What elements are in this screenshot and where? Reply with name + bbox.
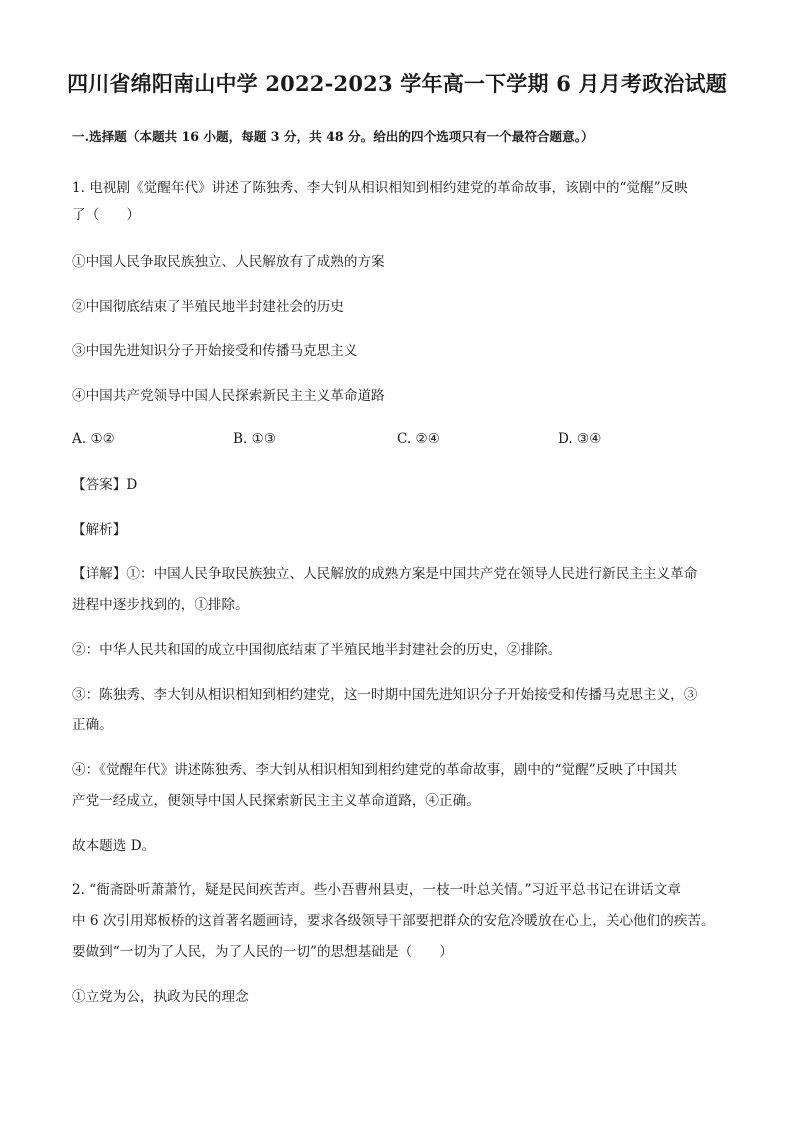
q2-stem-line-1: 2. “衙斋卧听萧萧竹，疑是民间疾苦声。些小吾曹州县吏，一枝一叶总关情。”习近平总书记在讲话文章 (72, 882, 681, 898)
q1-detail-line-6: ④：《觉醒年代》讲述陈独秀、李大钊从相识相知到相约建党的革命故事，剧中的“觉醒”反映了中国共 (72, 762, 678, 778)
q1-option-b: B. ①③ (233, 431, 277, 447)
q1-option-c: C. ②④ (397, 431, 440, 447)
q1-detail-line-3: ②：中华人民共和国的成立中国彻底结束了半殖民地半封建社会的历史，②排除。 (72, 642, 562, 658)
page-title: 四川省绵阳南山中学 2022-2023 学年高一下学期 6 月月考政治试题 (67, 71, 727, 96)
q2-stem-line-3: 要做到“一切为了人民，为了人民的一切”的思想基础是（ ） (72, 944, 453, 960)
q2-item-1: ①立党为公，执政为民的理念 (72, 989, 249, 1005)
q1-item-2: ②中国彻底结束了半殖民地半封建社会的历史 (72, 299, 344, 315)
q1-analysis-label: 【解析】 (72, 522, 127, 538)
q1-options (72, 431, 722, 449)
q1-detail-line-4: ③：陈独秀、李大钊从相识相知到相约建党，这一时期中国先进知识分子开始接受和传播马克思主义，③ (72, 687, 698, 703)
q1-item-3: ③中国先进知识分子开始接受和传播马克思主义 (72, 343, 358, 359)
q1-item-4: ④中国共产党领导中国人民探索新民主主义革命道路 (72, 388, 385, 404)
q1-option-d: D. ③④ (558, 431, 602, 447)
q2-stem-line-2: 中 6 次引用郑板桥的这首著名题画诗，要求各级领导干部要把群众的安危冷暖放在心上，关心他们的疾苦。 (72, 913, 715, 929)
q1-stem-line-1: 1. 电视剧《觉醒年代》讲述了陈独秀、李大钊从相识相知到相约建党的革命故事，该剧中的“觉醒”反映 (72, 180, 688, 196)
q1-item-1: ①中国人民争取民族独立、人民解放有了成熟的方案 (72, 254, 385, 270)
q1-detail-line-2: 进程中逐步找到的，①排除。 (72, 597, 249, 613)
q1-answer: 【答案】D (72, 477, 138, 493)
q1-stem-line-2: 了（ ） (72, 207, 140, 223)
section-heading: 一.选择题（本题共 16 小题，每题 3 分，共 48 分。给出的四个选项只有一个最符合题意。） (72, 129, 594, 144)
q1-detail-line-7: 产党一经成立，便领导中国人民探索新民主主义革命道路，④正确。 (72, 793, 480, 809)
q1-option-a: A. ①② (72, 431, 115, 447)
q1-detail-line-5: 正确。 (72, 717, 113, 733)
q1-detail-line-8: 故本题选 D。 (72, 838, 156, 854)
q1-detail-line-1: 【详解】①：中国人民争取民族独立、人民解放的成熟方案是中国共产党在领导人民进行新民主主义革命 (72, 566, 698, 582)
